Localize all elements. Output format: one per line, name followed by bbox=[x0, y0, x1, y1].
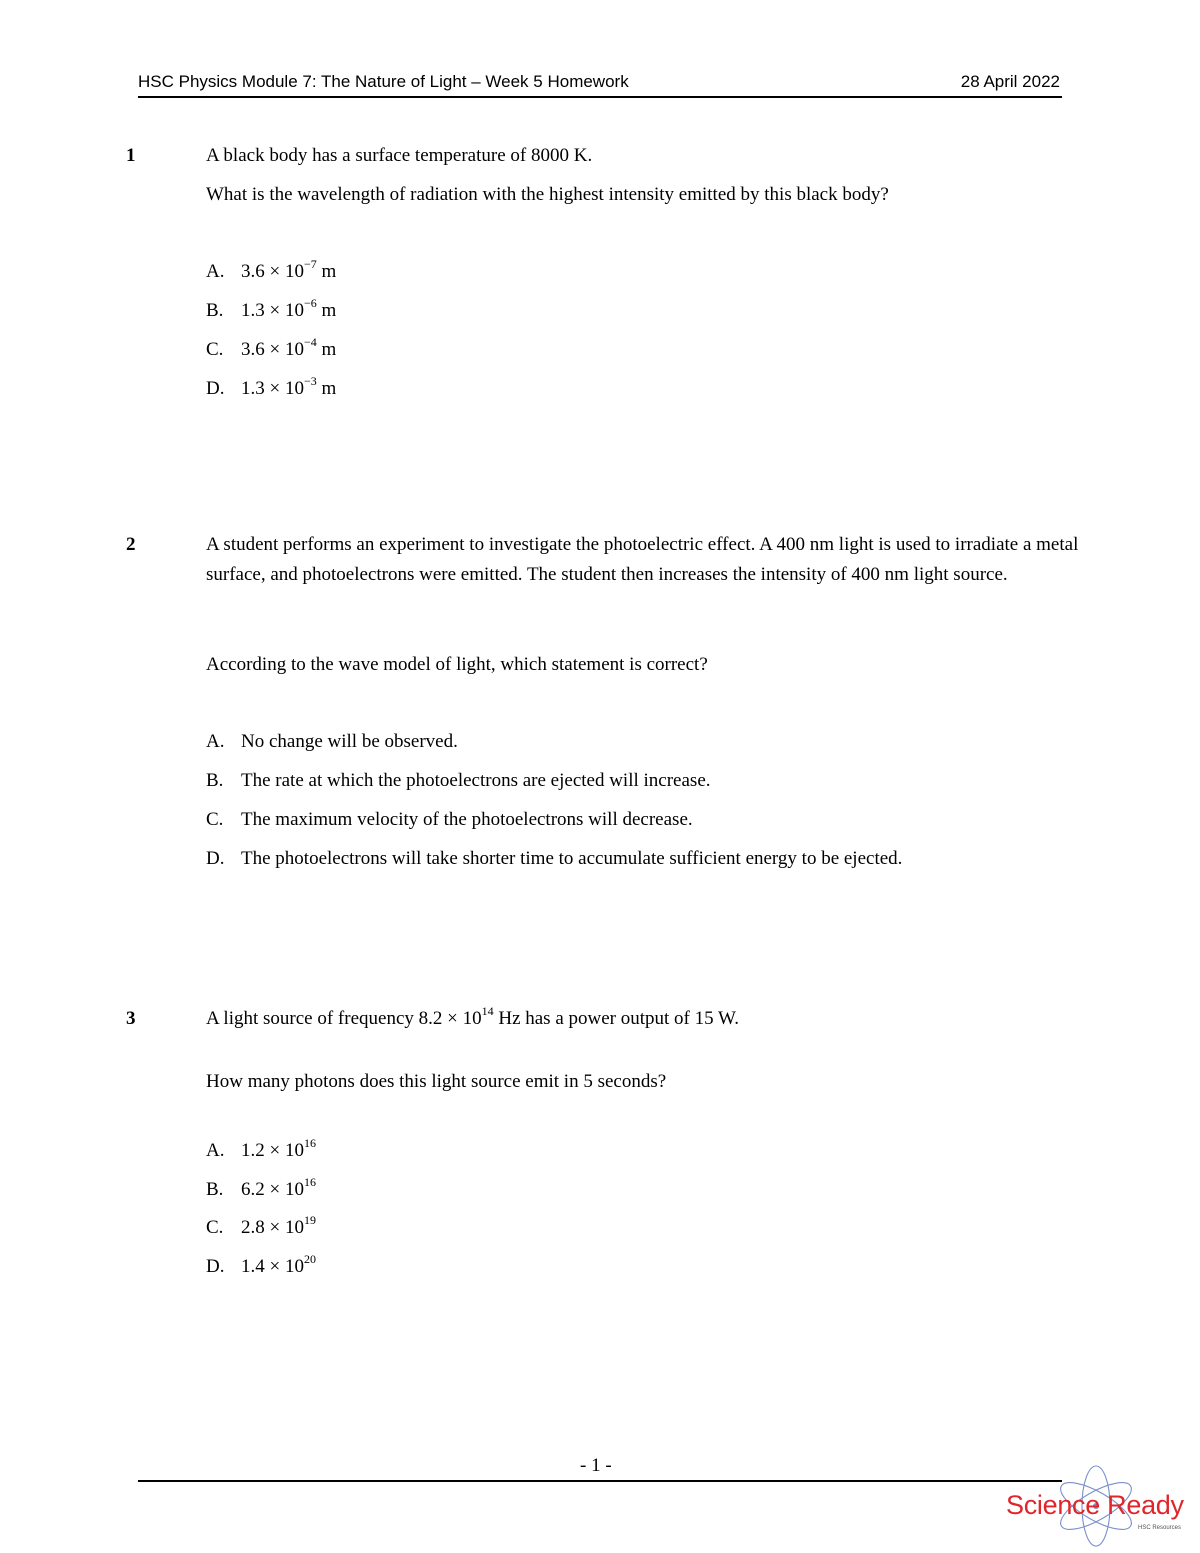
option-unit: m bbox=[316, 261, 337, 282]
option-exponent: 16 bbox=[303, 1135, 316, 1150]
question-2-option-c bbox=[206, 809, 693, 831]
logo-subtext: HSC Resources bbox=[1138, 1525, 1182, 1531]
stem-post: Hz has a power output of 15 W. bbox=[493, 1008, 739, 1029]
option-exponent: −4 bbox=[303, 334, 317, 349]
question-3-option-c bbox=[206, 1212, 316, 1239]
question-1-option-b bbox=[206, 295, 337, 322]
question-3-option-a bbox=[206, 1135, 316, 1162]
option-mantissa: 1.2 × 10 bbox=[241, 1140, 304, 1161]
option-unit: m bbox=[316, 339, 337, 360]
question-1-number: 1 bbox=[126, 145, 136, 166]
question-2-option-b bbox=[206, 770, 711, 792]
science-ready-logo bbox=[1000, 1462, 1195, 1548]
page-number: - 1 - bbox=[580, 1455, 612, 1476]
option-mantissa: 3.6 × 10 bbox=[241, 339, 304, 360]
question-3-option-d bbox=[206, 1251, 316, 1278]
document-title: HSC Physics Module 7: The Nature of Light – Week 5 Homework bbox=[138, 72, 629, 91]
option-mantissa: 1.4 × 10 bbox=[241, 1256, 304, 1277]
option-letter: B. bbox=[206, 1179, 224, 1200]
option-letter: C. bbox=[206, 339, 224, 360]
page-header bbox=[138, 70, 1062, 98]
option-unit: m bbox=[316, 378, 337, 399]
option-mantissa: 2.8 × 10 bbox=[241, 1217, 304, 1238]
option-mantissa: 1.3 × 10 bbox=[241, 300, 304, 321]
option-letter: B. bbox=[206, 770, 224, 791]
option-mantissa: 6.2 × 10 bbox=[241, 1179, 304, 1200]
option-mantissa: 3.6 × 10 bbox=[241, 261, 304, 282]
option-mantissa: 1.3 × 10 bbox=[241, 378, 304, 399]
question-2-stem: A student performs an experiment to investigate the photoelectric effect. A 400 nm light is used to irradiate a metal surface, and photoelectrons were emitted. The student then increases the intensity of 400 nm light source. bbox=[206, 534, 1079, 585]
stem-pre: A light source of frequency 8.2 × 10 bbox=[206, 1008, 482, 1029]
question-2-option-d bbox=[206, 848, 902, 870]
option-exponent: −7 bbox=[303, 256, 317, 271]
option-text: The photoelectrons will take shorter time to accumulate sufficient energy to be ejected. bbox=[241, 848, 903, 869]
option-unit: m bbox=[316, 300, 337, 321]
option-letter: C. bbox=[206, 1217, 224, 1238]
option-letter: B. bbox=[206, 300, 224, 321]
question-2-option-a bbox=[206, 731, 458, 753]
logo-text: Science Ready bbox=[1006, 1490, 1184, 1520]
document-date: 28 April 2022 bbox=[960, 72, 1060, 91]
option-exponent: −6 bbox=[303, 295, 317, 310]
question-1-prompt: What is the wavelength of radiation with the highest intensity emitted by this black body? bbox=[206, 184, 889, 205]
question-3-prompt: How many photons does this light source emit in 5 seconds? bbox=[206, 1071, 667, 1092]
question-1-option-d bbox=[206, 373, 337, 400]
option-text: The maximum velocity of the photoelectrons will decrease. bbox=[241, 809, 693, 830]
option-letter: A. bbox=[206, 1140, 225, 1161]
option-letter: D. bbox=[206, 378, 225, 399]
option-letter: D. bbox=[206, 848, 225, 869]
option-exponent: 16 bbox=[303, 1174, 316, 1189]
option-letter: A. bbox=[206, 261, 225, 282]
option-letter: D. bbox=[206, 1256, 225, 1277]
stem-exponent: 14 bbox=[481, 1003, 494, 1018]
question-1-option-c bbox=[206, 334, 337, 361]
option-letter: C. bbox=[206, 809, 224, 830]
option-exponent: 20 bbox=[303, 1251, 316, 1266]
question-2-number: 2 bbox=[126, 534, 136, 555]
footer-divider bbox=[138, 1480, 1062, 1482]
question-2-prompt: According to the wave model of light, which statement is correct? bbox=[206, 654, 708, 675]
option-exponent: −3 bbox=[303, 373, 317, 388]
option-text: No change will be observed. bbox=[241, 731, 458, 752]
question-3-number: 3 bbox=[126, 1008, 136, 1029]
question-1-option-a bbox=[206, 256, 337, 283]
question-3-stem bbox=[206, 1004, 1098, 1034]
option-text: The rate at which the photoelectrons are ejected will increase. bbox=[241, 770, 711, 791]
option-exponent: 19 bbox=[303, 1212, 316, 1227]
question-1-stem: A black body has a surface temperature of 8000 K. bbox=[206, 145, 593, 166]
option-letter: A. bbox=[206, 731, 225, 752]
question-3-option-b bbox=[206, 1174, 316, 1201]
